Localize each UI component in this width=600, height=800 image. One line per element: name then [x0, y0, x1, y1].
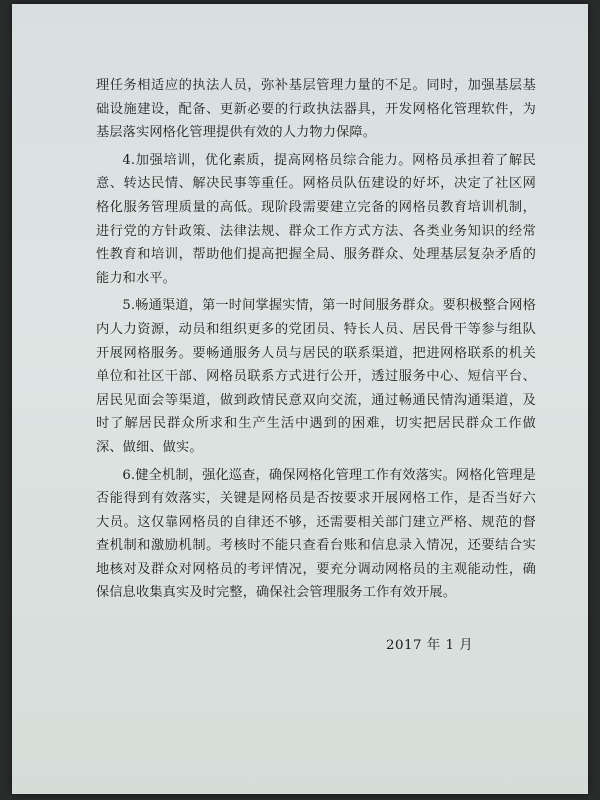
document-date: 2017 年 1 月 [386, 638, 474, 653]
document-body [96, 74, 536, 609]
paragraph-continuation: 理任务相适应的执法人员，弥补基层管理力量的不足。同时，加强基层基础设施建设，配备、更新必要的行政执法器具，开发网格化管理软件，为基层落实网格化管理提供有效的人力物力保障。 [96, 78, 536, 141]
paragraph-channels: 5.畅通渠道，第一时间掌握实情，第一时间服务群众。要积极整合网格内人力资源，动员和组织更多的党团员、特长人员、居民骨干等参与组队开展网格服务。要畅通服务人员与居民的联系渠道，把进网格联系的机关单位和社区干部、网格员联系方式进行公开，透过服务中心、短信平台、居民见面会等渠道，做到政情民意双向交流，通过畅通民情沟通渠道，及时了解居民群众所求和生产生活中遇到的困难，切实把居民群众工作做深、做细、做实。 [96, 298, 536, 455]
paragraph-training: 4.加强培训，优化素质，提高网格员综合能力。网格员承担着了解民意、转达民情、解决民事等重任。网格员队伍建设的好坏，决定了社区网格化服务管理质量的高低。现阶段需要建立完备的网格员教育培训机制，进行党的方针政策、法律法规、群众工作方式方法、各类业务知识的经常性教育和培训，帮助他们提高把握全局、服务群众、处理基层复杂矛盾的能力和水平。 [96, 152, 536, 286]
document-page [12, 4, 588, 794]
paragraph-mechanism: 6.健全机制，强化巡查，确保网格化管理工作有效落实。网格化管理是否能得到有效落实，关键是网格员是否按要求开展网格工作，是否当好六大员。这仅靠网格员的自律还不够，还需要相关部门建立严格、规范的督查机制和激励机制。考核时不能只查看台账和信息录入情况，还要结合实地核对及群众对网格员的考评情况，要充分调动网格员的主观能动性，确保信息收集真实及时完整，确保社会管理服务工作有效开展。 [96, 467, 536, 601]
